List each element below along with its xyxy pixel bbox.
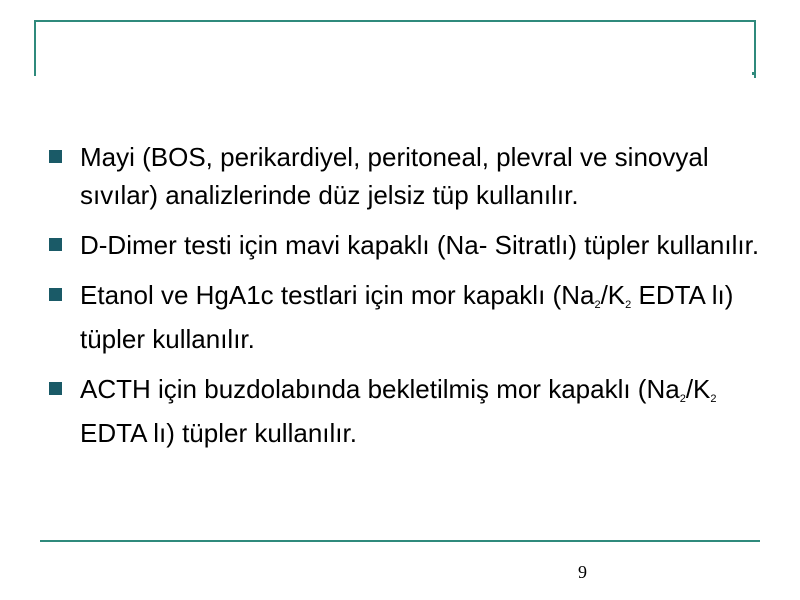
bullet-text: Mayi (BOS, perikardiyel, peritoneal, plevral ve sinovyal sıvılar) analizlerinde düz jelsiz tüp kullanılır.	[80, 142, 709, 210]
page-number: 9	[578, 562, 587, 582]
bullet-item-fluids	[46, 138, 766, 214]
bottom-divider	[40, 540, 760, 542]
square-bullet-icon	[49, 150, 62, 163]
right-divider	[754, 20, 756, 78]
frame-dot	[752, 72, 755, 75]
bullet-text: D-Dimer testi için mavi kapaklı (Na- Sitratlı) tüpler kullanılır.	[80, 230, 760, 260]
bullet-item-acth	[46, 370, 766, 452]
bullet-item-d-dimer	[46, 226, 766, 264]
bullet-text: Etanol ve HgA1c testlari için mor kapaklı ($Na_2/K_2$ EDTA lı) tüpler kullanılır.	[80, 280, 734, 354]
left-divider	[34, 20, 36, 76]
square-bullet-icon	[49, 382, 62, 395]
bullet-list	[46, 138, 766, 464]
top-divider	[34, 20, 756, 22]
square-bullet-icon	[49, 238, 62, 251]
bullet-item-ethanol	[46, 276, 766, 358]
square-bullet-icon	[49, 288, 62, 301]
bullet-text: ACTH için buzdolabında bekletilmiş mor kapaklı ($Na_2/K_2$ EDTA lı) tüpler kullanılır.	[80, 374, 717, 448]
